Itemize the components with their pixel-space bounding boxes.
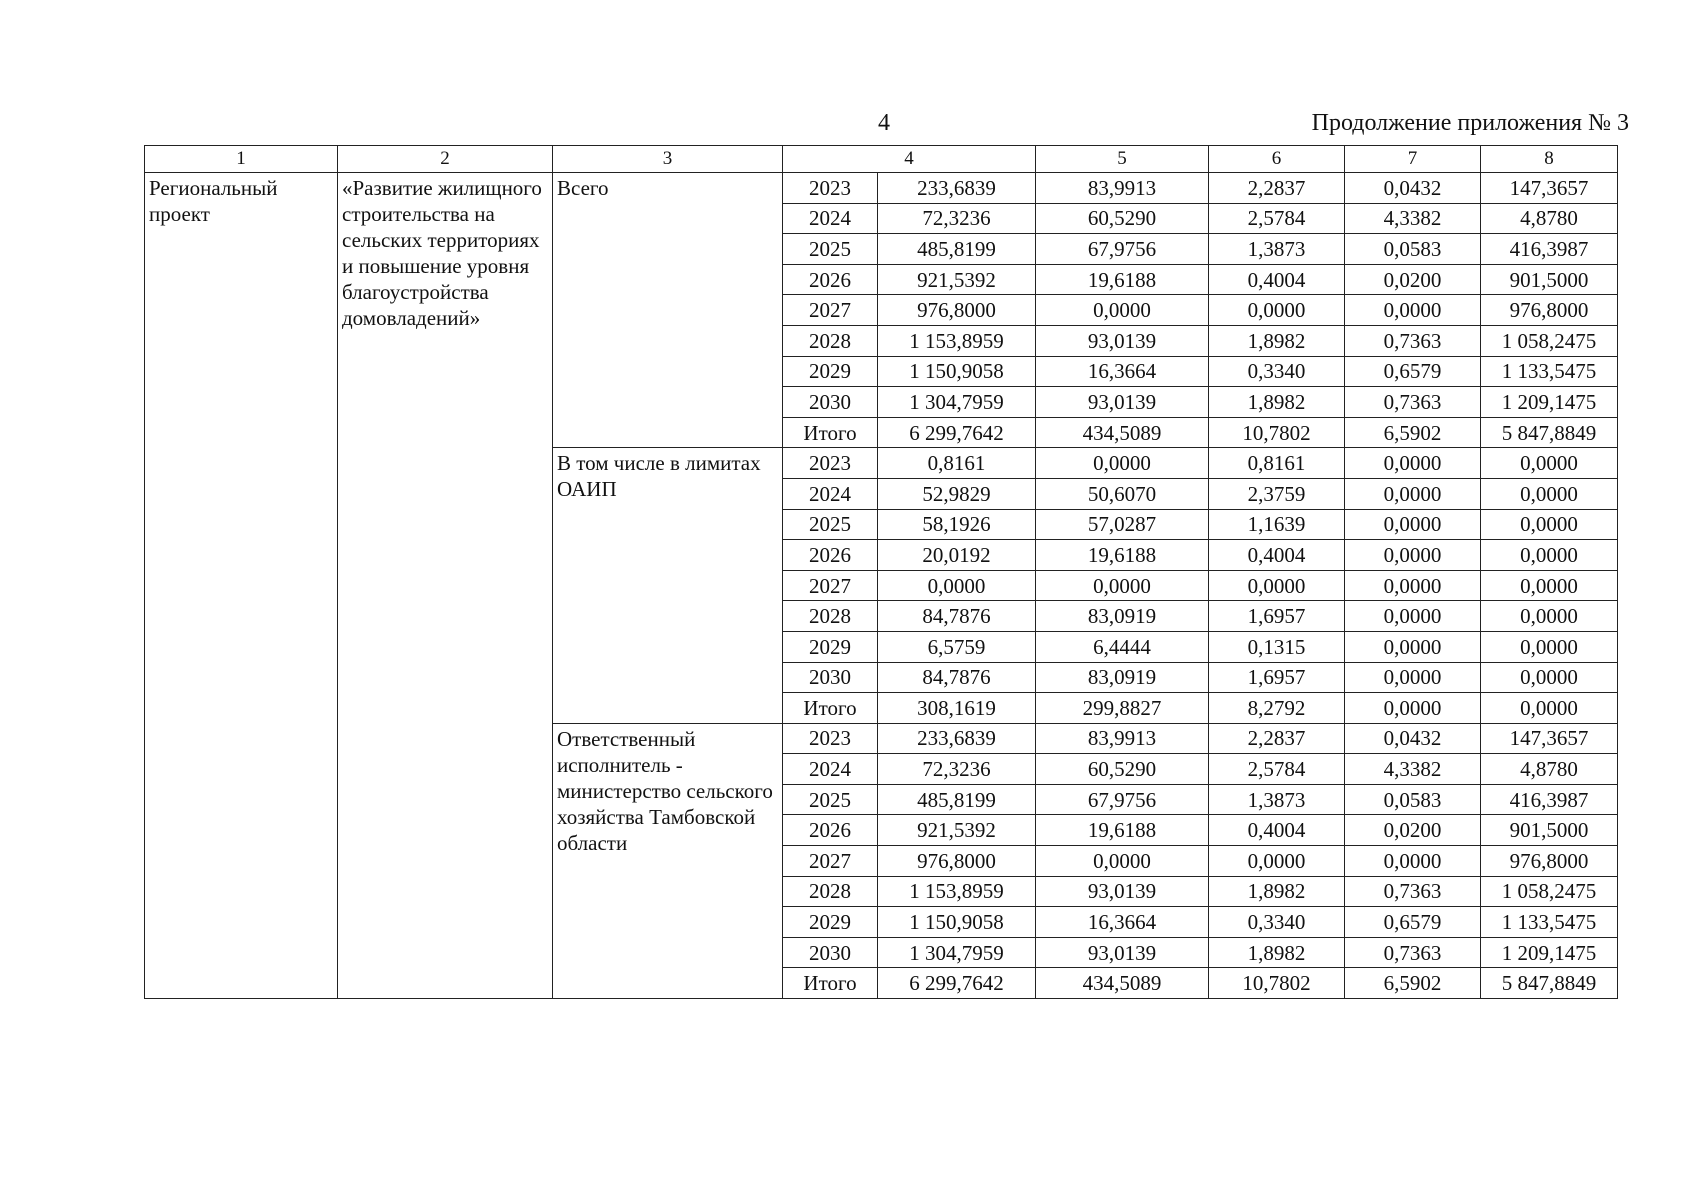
- value-col-8: 0,0000: [1481, 448, 1618, 479]
- value-col-6: 1,8982: [1209, 876, 1345, 907]
- value-col-7: 0,6579: [1345, 356, 1481, 387]
- value-col-6: 2,5784: [1209, 754, 1345, 785]
- project-type-cell: Региональный проект: [145, 173, 338, 999]
- value-col-6: 1,6957: [1209, 662, 1345, 693]
- year-cell: 2025: [783, 234, 878, 265]
- value-col-7: 0,0000: [1345, 448, 1481, 479]
- year-cell: 2030: [783, 662, 878, 693]
- value-col-7: 0,7363: [1345, 387, 1481, 418]
- value-col-7: 6,5902: [1345, 968, 1481, 999]
- value-col-4: 921,5392: [878, 264, 1036, 295]
- column-number: 3: [553, 146, 783, 173]
- year-cell: 2024: [783, 478, 878, 509]
- column-number: 1: [145, 146, 338, 173]
- value-col-4: 6 299,7642: [878, 968, 1036, 999]
- value-col-8: 1 209,1475: [1481, 387, 1618, 418]
- value-col-8: 5 847,8849: [1481, 417, 1618, 448]
- year-cell: 2029: [783, 356, 878, 387]
- value-col-5: 16,3664: [1036, 907, 1209, 938]
- value-col-4: 1 150,9058: [878, 907, 1036, 938]
- value-col-4: 1 304,7959: [878, 937, 1036, 968]
- value-col-6: 0,0000: [1209, 295, 1345, 326]
- value-col-4: 0,0000: [878, 570, 1036, 601]
- year-cell: 2028: [783, 876, 878, 907]
- value-col-6: 0,3340: [1209, 907, 1345, 938]
- value-col-7: 0,0000: [1345, 295, 1481, 326]
- year-cell: 2023: [783, 723, 878, 754]
- value-col-7: 4,3382: [1345, 203, 1481, 234]
- value-col-6: 2,3759: [1209, 478, 1345, 509]
- project-name-cell: «Развитие жилищного строительства на сельских территориях и повышение уровня благоустройства домовладений»: [338, 173, 553, 999]
- value-col-7: 0,0432: [1345, 723, 1481, 754]
- column-number: 6: [1209, 146, 1345, 173]
- value-col-8: 147,3657: [1481, 723, 1618, 754]
- value-col-4: 72,3236: [878, 754, 1036, 785]
- value-col-7: 0,0000: [1345, 570, 1481, 601]
- value-col-4: 84,7876: [878, 662, 1036, 693]
- value-col-5: 19,6188: [1036, 815, 1209, 846]
- value-col-6: 0,8161: [1209, 448, 1345, 479]
- value-col-6: 0,0000: [1209, 846, 1345, 877]
- year-cell: Итого: [783, 693, 878, 724]
- value-col-6: 1,8982: [1209, 387, 1345, 418]
- value-col-4: 0,8161: [878, 448, 1036, 479]
- value-col-8: 0,0000: [1481, 540, 1618, 571]
- value-col-4: 1 153,8959: [878, 325, 1036, 356]
- value-col-7: 0,0000: [1345, 478, 1481, 509]
- funding-section-label: Всего: [553, 173, 783, 448]
- column-number: 2: [338, 146, 553, 173]
- column-number: 8: [1481, 146, 1618, 173]
- year-cell: 2029: [783, 631, 878, 662]
- value-col-8: 0,0000: [1481, 662, 1618, 693]
- value-col-5: 299,8827: [1036, 693, 1209, 724]
- value-col-5: 0,0000: [1036, 846, 1209, 877]
- value-col-5: 19,6188: [1036, 540, 1209, 571]
- year-cell: 2029: [783, 907, 878, 938]
- value-col-7: 0,7363: [1345, 876, 1481, 907]
- value-col-5: 83,0919: [1036, 662, 1209, 693]
- value-col-8: 976,8000: [1481, 846, 1618, 877]
- year-cell: 2028: [783, 601, 878, 632]
- value-col-6: 0,4004: [1209, 540, 1345, 571]
- value-col-7: 0,0583: [1345, 234, 1481, 265]
- value-col-8: 4,8780: [1481, 754, 1618, 785]
- value-col-8: 0,0000: [1481, 631, 1618, 662]
- value-col-7: 0,6579: [1345, 907, 1481, 938]
- year-cell: 2027: [783, 570, 878, 601]
- value-col-5: 93,0139: [1036, 937, 1209, 968]
- value-col-7: 0,0000: [1345, 509, 1481, 540]
- value-col-7: 0,0583: [1345, 784, 1481, 815]
- value-col-4: 976,8000: [878, 295, 1036, 326]
- year-cell: Итого: [783, 417, 878, 448]
- value-col-5: 93,0139: [1036, 325, 1209, 356]
- value-col-4: 1 150,9058: [878, 356, 1036, 387]
- value-col-5: 6,4444: [1036, 631, 1209, 662]
- value-col-5: 19,6188: [1036, 264, 1209, 295]
- value-col-4: 485,8199: [878, 234, 1036, 265]
- value-col-7: 0,0000: [1345, 693, 1481, 724]
- value-col-6: 8,2792: [1209, 693, 1345, 724]
- value-col-6: 0,4004: [1209, 264, 1345, 295]
- value-col-6: 1,6957: [1209, 601, 1345, 632]
- table-body: [145, 173, 1618, 999]
- year-cell: 2026: [783, 264, 878, 295]
- value-col-4: 52,9829: [878, 478, 1036, 509]
- value-col-5: 67,9756: [1036, 234, 1209, 265]
- value-col-8: 416,3987: [1481, 784, 1618, 815]
- value-col-8: 147,3657: [1481, 173, 1618, 204]
- value-col-8: 901,5000: [1481, 815, 1618, 846]
- value-col-6: 0,3340: [1209, 356, 1345, 387]
- value-col-6: 0,4004: [1209, 815, 1345, 846]
- value-col-5: 0,0000: [1036, 448, 1209, 479]
- value-col-7: 6,5902: [1345, 417, 1481, 448]
- value-col-8: 1 133,5475: [1481, 356, 1618, 387]
- value-col-7: 0,0432: [1345, 173, 1481, 204]
- value-col-8: 0,0000: [1481, 693, 1618, 724]
- value-col-8: 1 209,1475: [1481, 937, 1618, 968]
- value-col-7: 0,0000: [1345, 540, 1481, 571]
- value-col-4: 1 304,7959: [878, 387, 1036, 418]
- value-col-8: 0,0000: [1481, 570, 1618, 601]
- value-col-8: 0,0000: [1481, 509, 1618, 540]
- year-cell: 2027: [783, 295, 878, 326]
- value-col-7: 0,0000: [1345, 631, 1481, 662]
- value-col-8: 0,0000: [1481, 601, 1618, 632]
- year-cell: 2025: [783, 509, 878, 540]
- value-col-4: 485,8199: [878, 784, 1036, 815]
- year-cell: 2027: [783, 846, 878, 877]
- value-col-5: 60,5290: [1036, 754, 1209, 785]
- value-col-4: 976,8000: [878, 846, 1036, 877]
- value-col-5: 83,9913: [1036, 173, 1209, 204]
- table-row: [145, 173, 1618, 204]
- year-cell: 2026: [783, 815, 878, 846]
- year-cell: Итого: [783, 968, 878, 999]
- value-col-5: 50,6070: [1036, 478, 1209, 509]
- budget-table: [144, 145, 1618, 999]
- value-col-5: 83,0919: [1036, 601, 1209, 632]
- value-col-4: 6,5759: [878, 631, 1036, 662]
- continuation-label: Продолжение приложения № 3: [1311, 110, 1629, 136]
- funding-section-label: Ответственный исполнитель - министерство сельского хозяйства Тамбовской области: [553, 723, 783, 998]
- value-col-5: 83,9913: [1036, 723, 1209, 754]
- value-col-4: 84,7876: [878, 601, 1036, 632]
- value-col-5: 434,5089: [1036, 417, 1209, 448]
- value-col-7: 0,7363: [1345, 937, 1481, 968]
- value-col-8: 4,8780: [1481, 203, 1618, 234]
- value-col-8: 5 847,8849: [1481, 968, 1618, 999]
- value-col-4: 72,3236: [878, 203, 1036, 234]
- column-number-row: [145, 146, 1618, 173]
- column-number: 7: [1345, 146, 1481, 173]
- value-col-7: 0,0000: [1345, 601, 1481, 632]
- value-col-6: 1,3873: [1209, 234, 1345, 265]
- year-cell: 2025: [783, 784, 878, 815]
- value-col-8: 976,8000: [1481, 295, 1618, 326]
- year-cell: 2028: [783, 325, 878, 356]
- funding-section-label: В том числе в лимитах ОАИП: [553, 448, 783, 723]
- column-number: 5: [1036, 146, 1209, 173]
- year-cell: 2023: [783, 173, 878, 204]
- value-col-6: 1,3873: [1209, 784, 1345, 815]
- column-number: 4: [783, 146, 1036, 173]
- value-col-5: 0,0000: [1036, 570, 1209, 601]
- value-col-6: 10,7802: [1209, 417, 1345, 448]
- value-col-4: 233,6839: [878, 723, 1036, 754]
- value-col-4: 233,6839: [878, 173, 1036, 204]
- value-col-6: 0,1315: [1209, 631, 1345, 662]
- value-col-7: 0,0200: [1345, 815, 1481, 846]
- value-col-4: 921,5392: [878, 815, 1036, 846]
- value-col-5: 60,5290: [1036, 203, 1209, 234]
- value-col-8: 1 133,5475: [1481, 907, 1618, 938]
- value-col-6: 10,7802: [1209, 968, 1345, 999]
- value-col-8: 0,0000: [1481, 478, 1618, 509]
- value-col-6: 1,1639: [1209, 509, 1345, 540]
- value-col-8: 416,3987: [1481, 234, 1618, 265]
- value-col-6: 1,8982: [1209, 937, 1345, 968]
- value-col-4: 1 153,8959: [878, 876, 1036, 907]
- year-cell: 2030: [783, 387, 878, 418]
- value-col-5: 0,0000: [1036, 295, 1209, 326]
- value-col-7: 0,0000: [1345, 846, 1481, 877]
- value-col-7: 0,7363: [1345, 325, 1481, 356]
- year-cell: 2030: [783, 937, 878, 968]
- value-col-4: 6 299,7642: [878, 417, 1036, 448]
- value-col-6: 2,2837: [1209, 723, 1345, 754]
- year-cell: 2026: [783, 540, 878, 571]
- value-col-4: 308,1619: [878, 693, 1036, 724]
- value-col-6: 0,0000: [1209, 570, 1345, 601]
- value-col-6: 2,2837: [1209, 173, 1345, 204]
- value-col-6: 2,5784: [1209, 203, 1345, 234]
- value-col-5: 93,0139: [1036, 387, 1209, 418]
- year-cell: 2024: [783, 203, 878, 234]
- value-col-7: 0,0200: [1345, 264, 1481, 295]
- value-col-7: 4,3382: [1345, 754, 1481, 785]
- value-col-4: 20,0192: [878, 540, 1036, 571]
- value-col-5: 434,5089: [1036, 968, 1209, 999]
- value-col-8: 1 058,2475: [1481, 876, 1618, 907]
- value-col-8: 1 058,2475: [1481, 325, 1618, 356]
- value-col-5: 93,0139: [1036, 876, 1209, 907]
- value-col-8: 901,5000: [1481, 264, 1618, 295]
- value-col-6: 1,8982: [1209, 325, 1345, 356]
- page-number: 4: [878, 110, 890, 136]
- year-cell: 2024: [783, 754, 878, 785]
- value-col-5: 67,9756: [1036, 784, 1209, 815]
- value-col-5: 16,3664: [1036, 356, 1209, 387]
- value-col-4: 58,1926: [878, 509, 1036, 540]
- year-cell: 2023: [783, 448, 878, 479]
- value-col-7: 0,0000: [1345, 662, 1481, 693]
- value-col-5: 57,0287: [1036, 509, 1209, 540]
